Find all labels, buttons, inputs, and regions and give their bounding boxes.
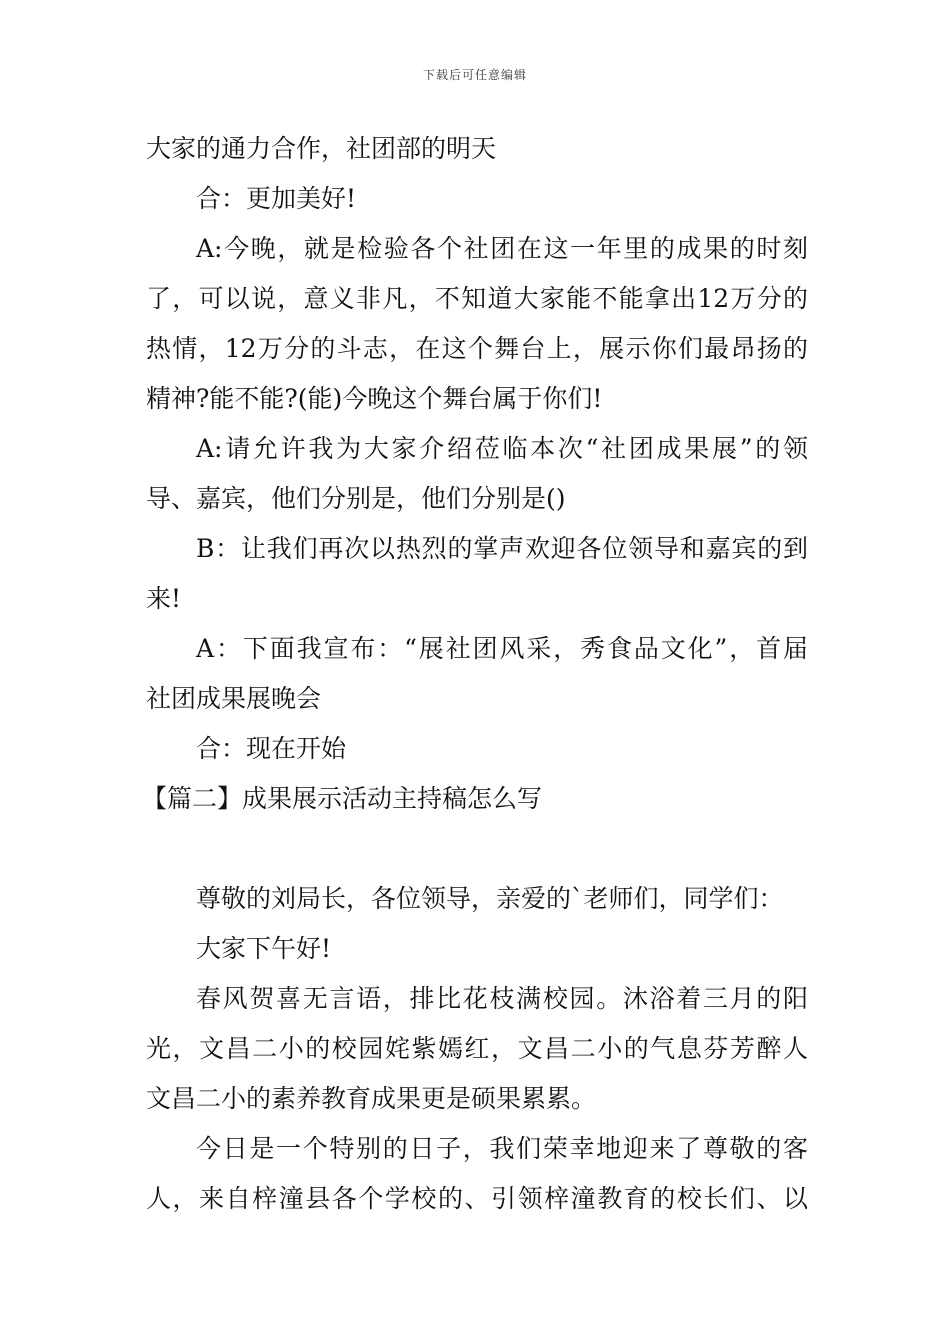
text-line: 热情，12万分的斗志，在这个舞台上，展示你们最昂扬的	[146, 334, 808, 363]
text-line: A:请允许我为大家介绍莅临本次“社团成果展”的领	[196, 434, 808, 463]
section-heading: 【篇二】成果展示活动主持稿怎么写	[142, 784, 543, 813]
text-line: 大家下午好!	[196, 934, 332, 963]
text-line: 合：更加美好!	[196, 184, 357, 213]
page-header-note: 下载后可任意编辑	[422, 68, 527, 82]
text-line: 社团成果展晚会	[146, 684, 322, 713]
text-line: 春风贺喜无言语，排比花枝满校园。沐浴着三月的阳	[196, 984, 808, 1013]
text-line: 人，来自梓潼县各个学校的、引领梓潼教育的校长们、以	[146, 1184, 808, 1213]
text-line: 来!	[146, 584, 182, 613]
text-line: 合：现在开始	[196, 734, 347, 763]
text-line: A：下面我宣布：“展社团风采，秀食品文化”，首届	[196, 634, 808, 663]
text-line: B：让我们再次以热烈的掌声欢迎各位领导和嘉宾的到	[196, 534, 808, 563]
text-line: 尊敬的刘局长，各位领导，亲爱的`老师们，同学们：	[196, 884, 784, 913]
text-line: 了，可以说，意义非凡，不知道大家能不能拿出12万分的	[146, 284, 808, 313]
text-line: 大家的通力合作，社团部的明天	[146, 134, 497, 163]
text-line: 今日是一个特别的日子，我们荣幸地迎来了尊敬的客	[196, 1134, 808, 1163]
blank-line	[146, 824, 808, 874]
text-line: 精神?能不能?(能)今晚这个舞台属于你们!	[146, 384, 603, 413]
text-line: 文昌二小的素养教育成果更是硕果累累。	[146, 1084, 597, 1113]
document-body	[142, 124, 808, 1224]
text-line: A:今晚，就是检验各个社团在这一年里的成果的时刻	[196, 234, 808, 263]
text-line: 导、嘉宾，他们分别是，他们分别是()	[146, 484, 566, 513]
text-line: 光，文昌二小的校园姹紫嫣红，文昌二小的气息芬芳醉人	[146, 1034, 808, 1063]
